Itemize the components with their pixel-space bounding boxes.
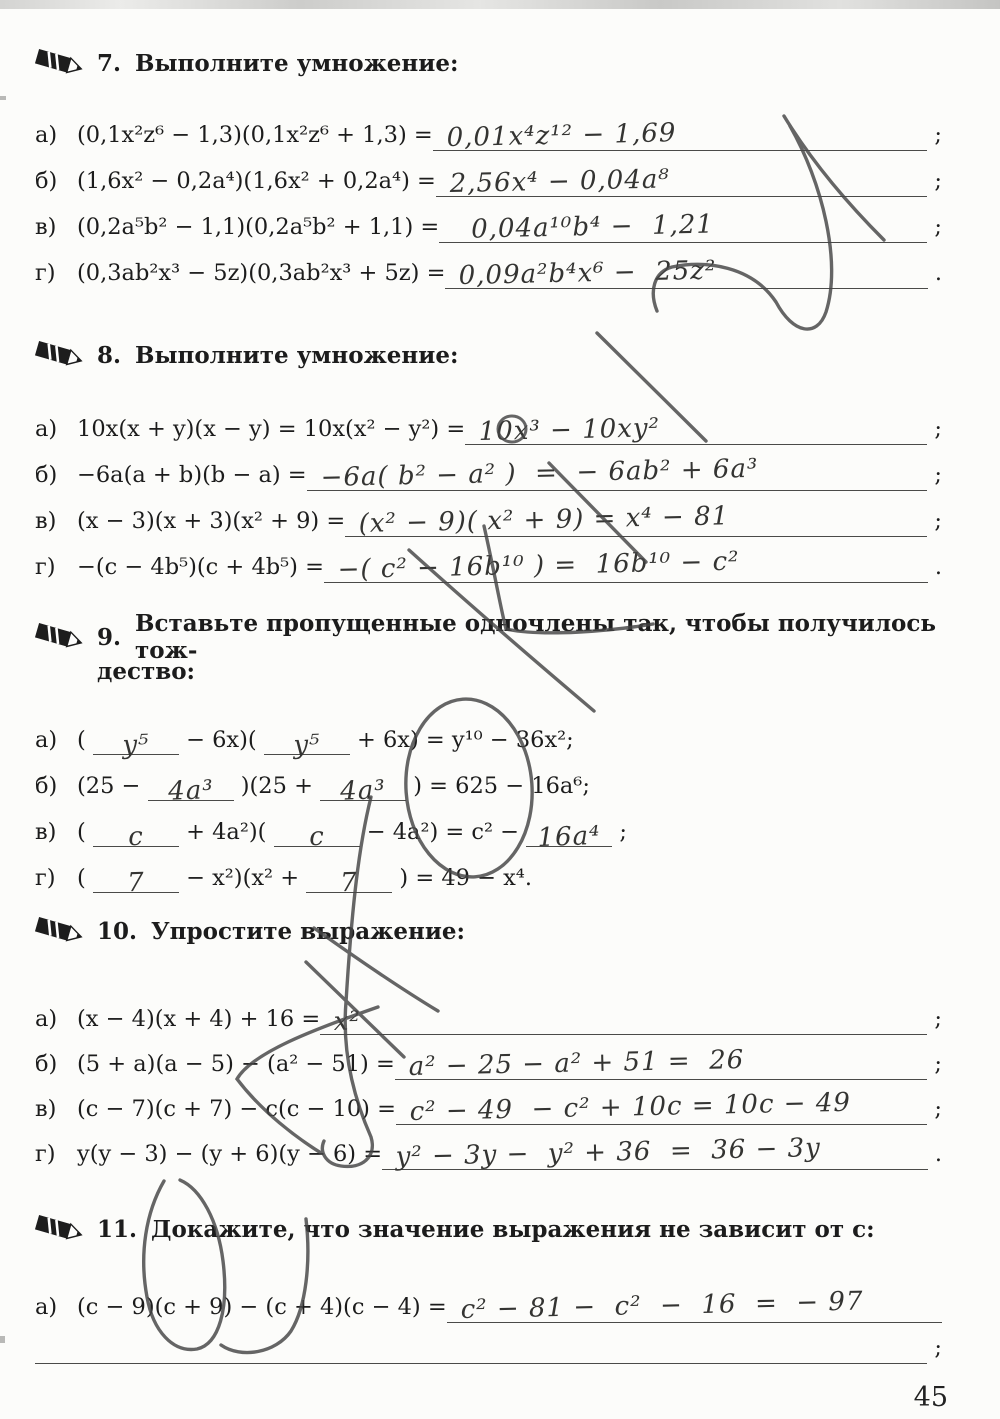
handwritten-answer: 7 <box>126 867 146 899</box>
answer-line <box>345 491 927 537</box>
answer-blank <box>526 812 612 854</box>
item-label: а) <box>35 727 58 753</box>
printed-expression: + 6x) = y¹⁰ − 36x²; <box>349 727 574 753</box>
printed-expression: ( <box>77 865 93 891</box>
handwritten-answer: c <box>308 821 325 853</box>
printed-expression: (c − 7)(c + 7) − c(c − 10) = <box>77 1096 396 1122</box>
exercise-title: Выполните умножение: <box>135 341 459 369</box>
answer-blank <box>93 720 179 761</box>
answer-line <box>433 105 928 151</box>
exercise-title-continued: дество: <box>97 658 196 685</box>
printed-expression: (0,1x²z⁶ − 1,3)(0,1x²z⁶ + 1,3) = <box>77 122 433 148</box>
exercise-heading <box>35 1212 942 1246</box>
handwritten-answer: 4a³ <box>339 775 387 807</box>
punctuation: ; <box>934 1096 942 1122</box>
pencil-icon <box>35 1212 83 1246</box>
printed-expression: (5 + a)(a − 5) − (a² − 51) = <box>77 1051 395 1077</box>
pencil-icon <box>35 46 83 80</box>
printed-expression: − x²)(x² + <box>178 865 307 891</box>
printed-expression: y(y − 3) − (y + 6)(y − 6) = <box>77 1141 383 1167</box>
printed-expression: − 4a²) = c² − <box>359 819 527 845</box>
exercise-heading <box>35 610 942 664</box>
punctuation: ; <box>934 416 942 442</box>
item-label: в) <box>35 508 57 534</box>
page-number: 45 <box>913 1382 948 1413</box>
answer-line <box>324 537 928 583</box>
exercise-item-row <box>35 197 942 243</box>
exercise-item-row <box>35 802 942 854</box>
scan-speck <box>0 1336 5 1343</box>
exercise-item-row <box>35 537 942 583</box>
item-label: г) <box>35 1141 56 1167</box>
punctuation: ; <box>934 1006 942 1032</box>
item-label: а) <box>35 416 58 442</box>
handwritten-answer: 0,04a¹⁰b⁴ − 1,21 <box>452 209 715 245</box>
handwritten-answer: y⁵ <box>121 729 151 761</box>
printed-expression: (x − 3)(x + 3)(x² + 9) = <box>77 508 346 534</box>
item-label: а) <box>35 122 58 148</box>
printed-expression: (x − 4)(x + 4) + 16 = <box>77 1006 321 1032</box>
handwritten-answer: 0,01x⁴z¹² − 1,69 <box>446 118 677 153</box>
handwritten-answer: 16a⁴ <box>537 820 602 854</box>
printed-expression: )(25 + <box>233 773 321 799</box>
answer-line <box>395 1035 928 1080</box>
exercise-section <box>35 914 942 1170</box>
handwritten-answer: −( c² − 16b¹⁰ ) = 16b¹⁰ − c² <box>337 546 740 585</box>
exercise-item-row <box>35 1080 942 1125</box>
answer-line <box>307 445 928 491</box>
handwritten-answer: 4a³ <box>167 775 214 807</box>
printed-expression: −(c − 4b⁵)(c + 4b⁵) = <box>77 554 324 580</box>
punctuation: ; <box>934 122 942 148</box>
printed-expression: (0,3ab²x³ − 5z)(0,3ab²x³ + 5z) = <box>77 260 446 286</box>
handwritten-answer: c² − 49 − c² + 10c = 10c − 49 <box>409 1087 852 1127</box>
exercise-number: 9. <box>97 623 122 651</box>
exercise-item-row <box>35 1035 942 1080</box>
printed-expression: −6a(a + b)(b − a) = <box>77 462 307 488</box>
handwritten-answer: 0,09a²b⁴x⁶ − 25z² <box>458 255 718 291</box>
printed-expression: (25 − <box>77 773 148 799</box>
punctuation: . <box>934 260 942 286</box>
punctuation: ; <box>934 508 942 534</box>
answer-line <box>396 1080 927 1125</box>
item-label: г) <box>35 260 56 286</box>
answer-blank <box>306 858 392 899</box>
answer-line <box>465 399 927 445</box>
printed-expression: (c − 9)(c + 9) − (c + 4)(c − 4) = <box>77 1294 447 1320</box>
printed-expression: ; <box>612 819 627 845</box>
punctuation: . <box>934 554 942 580</box>
answer-blank <box>274 812 360 853</box>
answer-line <box>320 990 927 1035</box>
exercise-items <box>35 710 942 899</box>
exercise-title: Вставьте пропущенные одночлены так, чтобы получилось тож- <box>135 610 937 664</box>
item-label: б) <box>35 168 58 194</box>
printed-expression: + 4a²)( <box>178 819 274 845</box>
handwritten-answer: (x² − 9)( x² + 9) = x⁴ − 81 <box>358 501 730 539</box>
printed-expression: ) = 625 − 16a⁶; <box>406 773 590 799</box>
handwritten-answer: 10x³ − 10xy² <box>478 413 661 447</box>
exercise-item-row <box>35 1125 942 1170</box>
exercise-items <box>35 399 942 583</box>
punctuation: ; <box>934 214 942 240</box>
item-label: в) <box>35 1096 57 1122</box>
printed-expression: 10x(x + y)(x − y) = 10x(x² − y²) = <box>77 416 466 442</box>
answer-line <box>445 243 927 289</box>
printed-expression: (1,6x² − 0,2a⁴)(1,6x² + 0,2a⁴) = <box>77 168 436 194</box>
answer-blank <box>93 858 179 899</box>
exercise-item-row <box>35 710 942 761</box>
punctuation: ; <box>934 168 942 194</box>
answer-line <box>447 1276 942 1323</box>
exercise-number: 8. <box>97 341 122 369</box>
handwritten-answer: c² − 81 − c² − 16 = − 97 <box>460 1286 864 1325</box>
exercise-item-row <box>35 990 942 1035</box>
exercise-item-row <box>35 848 942 899</box>
exercise-heading <box>35 914 942 948</box>
punctuation: ; <box>934 1335 942 1361</box>
exercise-heading <box>35 338 942 372</box>
item-label: г) <box>35 554 56 580</box>
handwritten-answer: c <box>127 821 145 853</box>
exercise-section <box>35 610 942 899</box>
handwritten-answer: x² <box>333 1006 362 1037</box>
punctuation: ; <box>934 1051 942 1077</box>
item-label: б) <box>35 1051 58 1077</box>
handwritten-answer: 7 <box>339 867 359 899</box>
exercise-section <box>35 46 942 289</box>
punctuation: ; <box>934 462 942 488</box>
exercise-items <box>35 105 942 289</box>
handwritten-answer: a² − 25 − a² + 51 = 26 <box>408 1044 745 1082</box>
printed-expression: (0,2a⁵b² − 1,1)(0,2a⁵b² + 1,1) = <box>77 214 440 240</box>
scan-edge-artifact <box>0 0 1000 9</box>
printed-expression: ( <box>77 727 93 753</box>
exercise-item-row <box>35 756 942 807</box>
handwritten-answer: 2,56x⁴ − 0,04a⁸ <box>449 164 670 199</box>
printed-expression: ) = 49 − x⁴. <box>392 865 532 891</box>
exercise-title: Упростите выражение: <box>151 917 466 945</box>
exercise-item-row <box>35 105 942 151</box>
exercise-items <box>35 990 942 1170</box>
exercise-number: 7. <box>97 49 122 77</box>
answer-blank <box>148 766 234 807</box>
exercise-item-row <box>35 151 942 197</box>
answer-line <box>439 197 927 243</box>
exercise-item-row <box>35 491 942 537</box>
exercise-number: 11. <box>97 1215 138 1243</box>
printed-expression: − 6x)( <box>178 727 264 753</box>
pencil-icon <box>35 914 83 948</box>
scan-speck <box>0 96 6 100</box>
item-label: б) <box>35 462 58 488</box>
pencil-icon <box>35 338 83 372</box>
answer-line <box>382 1125 928 1170</box>
exercise-item-row <box>35 445 942 491</box>
item-label: г) <box>35 865 56 891</box>
answer-blank <box>93 812 179 853</box>
exercise-heading <box>35 46 942 80</box>
printed-expression: ( <box>77 819 93 845</box>
handwritten-answer: y⁵ <box>292 729 321 761</box>
exercise-number: 10. <box>97 917 138 945</box>
punctuation: . <box>934 1141 942 1167</box>
answer-line <box>35 1323 927 1364</box>
answer-blank <box>320 766 406 807</box>
exercise-item-row <box>35 399 942 445</box>
item-label: б) <box>35 773 58 799</box>
item-label: в) <box>35 214 57 240</box>
exercise-section <box>35 1212 942 1364</box>
exercise-section <box>35 338 942 583</box>
pencil-icon <box>35 620 83 654</box>
item-label: а) <box>35 1006 58 1032</box>
handwritten-answer: −6a( b² − a² ) = − 6ab² + 6a³ <box>320 453 759 493</box>
exercise-title: Докажите, что значение выражения не зависит от с: <box>151 1215 875 1243</box>
exercise-title: Выполните умножение: <box>135 49 459 77</box>
exercise-item-row <box>35 243 942 289</box>
exercise-item-row <box>35 1323 942 1364</box>
handwritten-answer: y² − 3y − y² + 36 = 36 − 3y <box>395 1133 822 1172</box>
item-label: в) <box>35 819 57 845</box>
exercise-items <box>35 1276 942 1364</box>
answer-blank <box>264 720 350 761</box>
exercise-item-row <box>35 1276 942 1323</box>
item-label: а) <box>35 1294 58 1320</box>
answer-line <box>436 151 928 197</box>
